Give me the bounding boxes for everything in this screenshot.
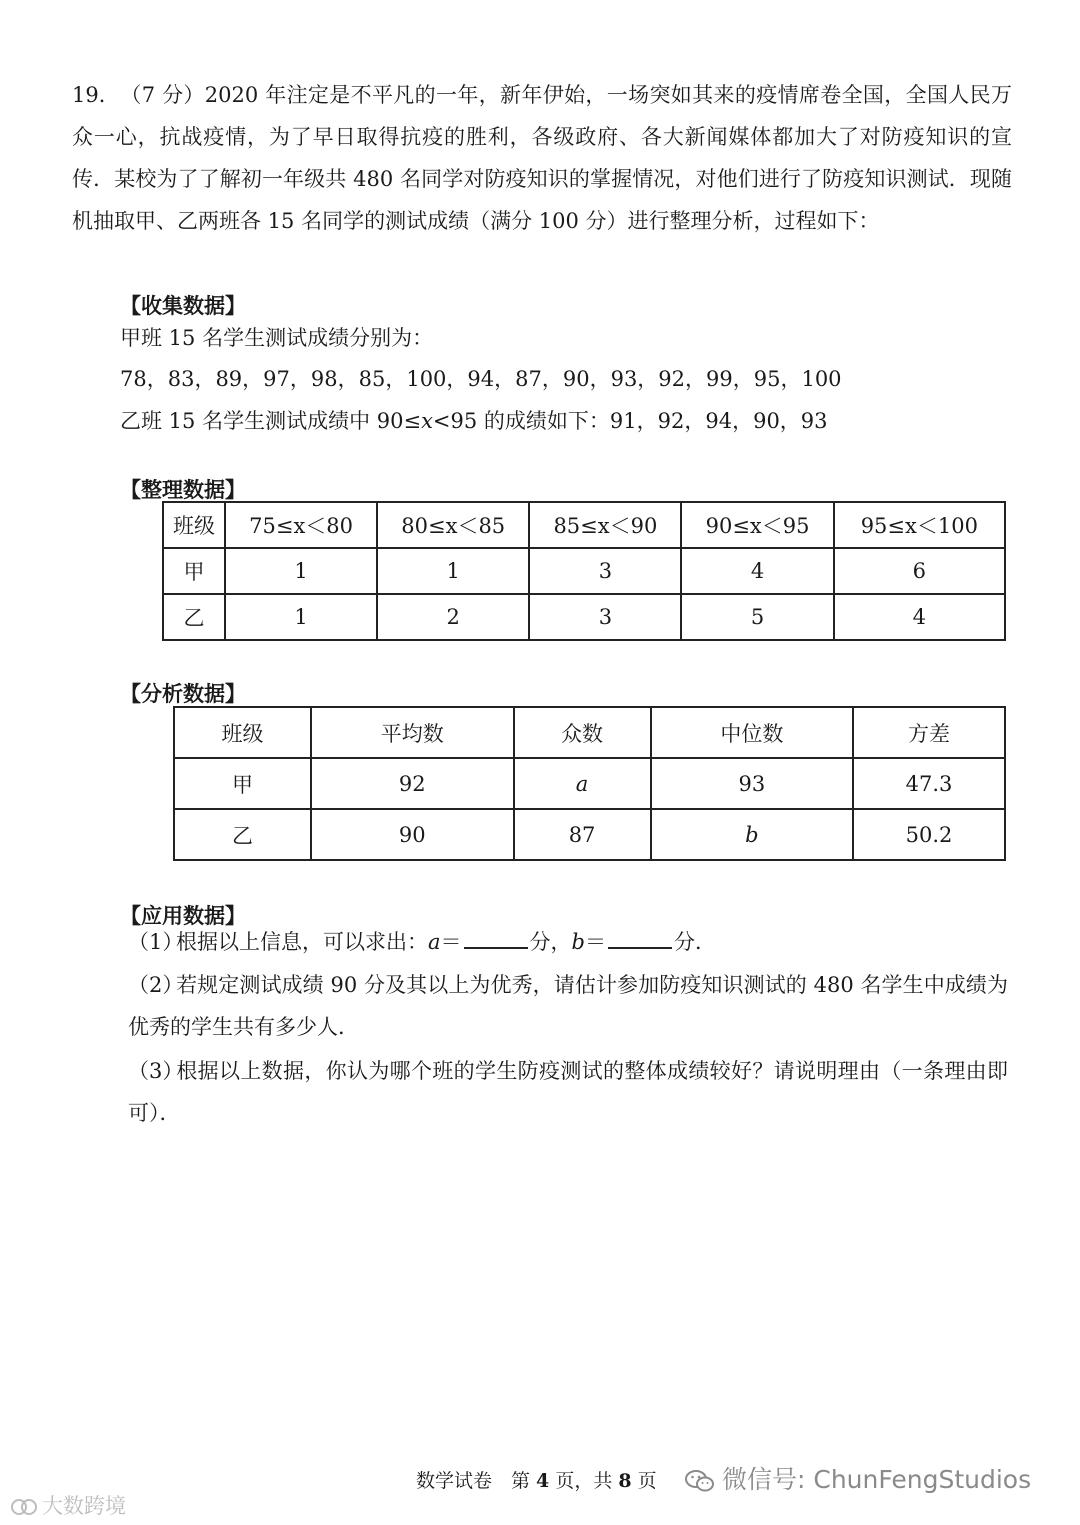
collect-line-3 <box>120 405 828 435</box>
variance-cell: 50.2 <box>853 809 1005 860</box>
sub-question-text: 若规定测试成绩 90 分及其以上为优秀，请估计参加防疫知识测试的 480 名学生中成绩为优秀的学生共有多少人． <box>128 973 1008 1039</box>
median-cell: 93 <box>651 758 853 809</box>
header-cell: 众数 <box>514 707 651 758</box>
answer-blank-b[interactable] <box>608 925 672 949</box>
analyze-heading: 【分析数据】 <box>120 682 246 706</box>
sub-question-text: 根据以上信息，可以求出： <box>176 930 428 954</box>
header-cell: 80≤x＜85 <box>377 502 529 548</box>
header-cell: 75≤x＜80 <box>225 502 377 548</box>
table-cell: 5 <box>681 594 833 640</box>
question-text: （7 分）2020 年注定是不平凡的一年，新年伊始，一场突如其来的疫情席卷全国，全国人民万众一心，抗战疫情，为了早日取得抗疫的胜利，各级政府、各大新闻媒体都加大了对防疫知识的宣传．某校为了了解初一年级共 480 名同学对防疫知识的掌握情况，对他们进行了防疫知识测试．现随机抽取甲、乙两班各 15 名同学的测试成绩（满分 100 分）进行整理分析，过程如下： <box>72 83 1012 233</box>
unit-text: 分． <box>673 930 716 954</box>
mean-cell: 90 <box>311 809 513 860</box>
header-cell: 班级 <box>163 502 225 548</box>
page-footer <box>416 1466 657 1493</box>
sub-question-label: （3） <box>128 1059 184 1083</box>
table-cell: 2 <box>377 594 529 640</box>
table-cell: 1 <box>377 548 529 594</box>
sub-question-3 <box>128 1050 1008 1134</box>
class-cell: 甲 <box>174 758 311 809</box>
sub-question-label: （2） <box>128 973 184 997</box>
question-number: 19． <box>72 83 120 107</box>
mode-cell: 87 <box>514 809 651 860</box>
logo-icon <box>10 1497 38 1517</box>
collect-heading: 【收集数据】 <box>120 294 246 318</box>
table-row <box>174 809 1005 860</box>
class-a-scores: 78，83，89，97，98，85，100，94，87，90，93，92，99，95，100 <box>120 367 842 391</box>
mode-cell: a <box>514 758 651 809</box>
wechat-icon <box>684 1468 716 1494</box>
table-row <box>163 594 1005 640</box>
wechat-id: 微信号: ChunFengStudios <box>722 1465 1032 1494</box>
table-cell: 1 <box>225 594 377 640</box>
table-row <box>163 548 1005 594</box>
footer-total-pages: 8 <box>618 1470 632 1492</box>
footer-suffix: 页 <box>631 1470 657 1492</box>
sub-question-2 <box>128 964 1008 1048</box>
variance-cell: 47.3 <box>853 758 1005 809</box>
collect-line-3-prefix: 乙班 15 名学生测试成绩中 90≤ <box>120 409 422 433</box>
statistics-table <box>173 706 1006 861</box>
footer-page-number: 4 <box>536 1470 550 1492</box>
header-cell: 90≤x＜95 <box>681 502 833 548</box>
table-header-row <box>174 707 1005 758</box>
class-cell: 乙 <box>174 809 311 860</box>
table-header-row <box>163 502 1005 548</box>
frequency-table <box>162 501 1006 641</box>
table-cell: 4 <box>834 594 1005 640</box>
header-cell: 平均数 <box>311 707 513 758</box>
question-intro <box>72 74 1012 242</box>
table-cell: 4 <box>681 548 833 594</box>
variable-a: a <box>428 930 441 954</box>
class-cell: 甲 <box>163 548 225 594</box>
header-cell: 班级 <box>174 707 311 758</box>
table-cell: 3 <box>529 594 681 640</box>
header-cell: 方差 <box>853 707 1005 758</box>
collect-line-1: 甲班 15 名学生测试成绩分别为： <box>120 326 434 350</box>
table-row <box>174 758 1005 809</box>
header-cell: 85≤x＜90 <box>529 502 681 548</box>
variable-b: b <box>571 930 585 954</box>
footer-middle: 页，共 <box>549 1470 619 1492</box>
collect-line-3-suffix: <95 的成绩如下：91，92，94，90，93 <box>432 409 828 433</box>
apply-heading: 【应用数据】 <box>120 904 246 928</box>
sub-question-text: 根据以上数据，你认为哪个班的学生防疫测试的整体成绩较好？请说明理由（一条理由即可）． <box>128 1059 1008 1125</box>
equals-sign: ＝ <box>440 930 462 954</box>
corner-watermark-text: 大数跨境 <box>42 1494 126 1518</box>
unit-text: 分， <box>529 930 572 954</box>
header-cell: 95≤x＜100 <box>834 502 1005 548</box>
footer-prefix: 数学试卷 第 <box>416 1470 537 1492</box>
table-cell: 3 <box>529 548 681 594</box>
organize-heading: 【整理数据】 <box>120 478 246 502</box>
mean-cell: 92 <box>311 758 513 809</box>
corner-watermark <box>10 1490 126 1520</box>
wechat-watermark <box>684 1460 1031 1496</box>
equals-sign: ＝ <box>584 930 606 954</box>
class-cell: 乙 <box>163 594 225 640</box>
sub-question-1 <box>128 921 1008 963</box>
table-cell: 6 <box>834 548 1005 594</box>
answer-blank-a[interactable] <box>464 925 528 949</box>
variable-x: x <box>421 409 433 433</box>
table-cell: 1 <box>225 548 377 594</box>
header-cell: 中位数 <box>651 707 853 758</box>
median-cell: b <box>651 809 853 860</box>
sub-question-label: （1） <box>128 930 184 954</box>
